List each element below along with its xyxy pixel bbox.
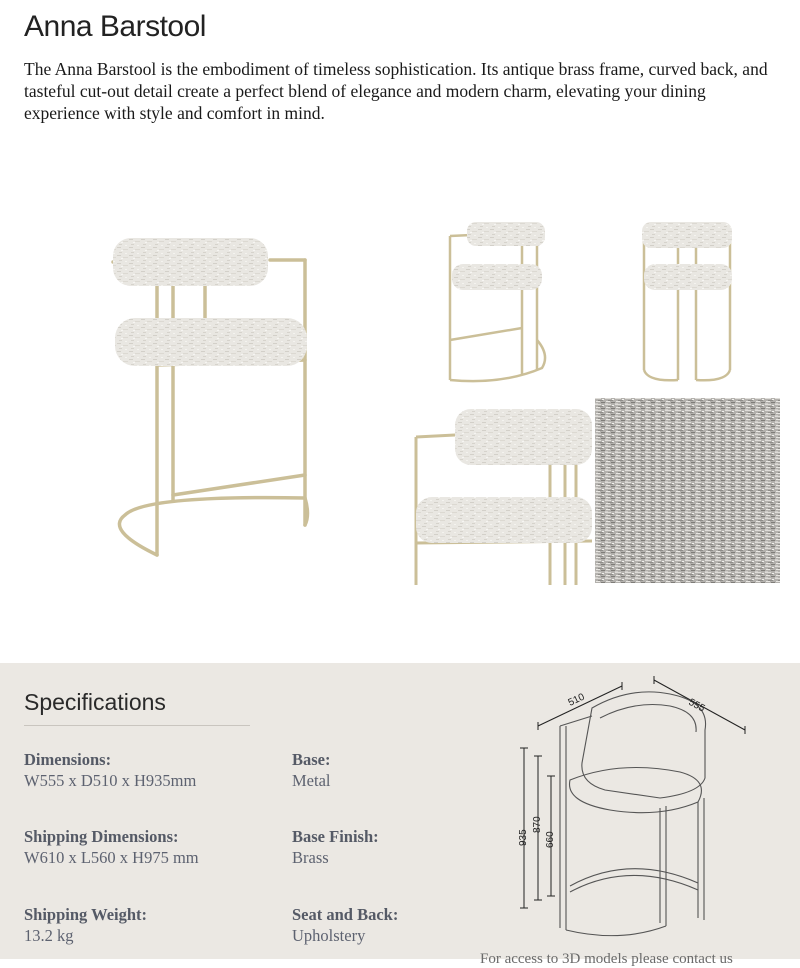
spec-value: W555 x D510 x H935mm [24, 771, 197, 790]
dimension-diagram [510, 668, 760, 948]
barstool-side-image [442, 220, 552, 385]
spec-shipping-weight [24, 905, 147, 947]
barstool-back-image [638, 220, 738, 385]
fabric-swatch-image [595, 398, 780, 583]
spec-label: Base Finish: [292, 827, 379, 846]
spec-value: 13.2 kg [24, 926, 74, 945]
spec-value: Upholstery [292, 926, 366, 945]
spec-label: Base: [292, 750, 331, 769]
spec-label: Dimensions: [24, 750, 112, 769]
barstool-detail-image [410, 405, 592, 585]
diagram-width-label: 510 [566, 691, 587, 709]
spec-value: Brass [292, 848, 329, 867]
spec-label: Shipping Weight: [24, 905, 148, 924]
spec-dimensions [24, 750, 196, 792]
product-description: The Anna Barstool is the embodiment of timeless sophistication. Its antique brass frame, curved back, and tasteful cut-out detail create a perfect blend of elegance and modern charm, elevating your dining experience with style and comfort in mind. [24, 59, 768, 123]
diagram-depth-label: 555 [686, 696, 707, 715]
spec-shipping-dimensions [24, 827, 199, 869]
spec-label: Seat and Back: [292, 905, 399, 924]
product-title: Anna Barstool [24, 10, 206, 43]
spec-seat-and-back [292, 905, 398, 947]
diagram-arm-height-label: 870 [532, 816, 543, 833]
spec-label: Shipping Dimensions: [24, 827, 179, 846]
spec-base-finish [292, 827, 379, 869]
specifications-divider [24, 725, 250, 726]
spec-value: W610 x L560 x H975 mm [24, 848, 199, 867]
specifications-heading: Specifications [24, 689, 166, 715]
diagram-seat-height-label: 660 [545, 831, 556, 848]
barstool-main-image [105, 230, 320, 560]
spec-base [292, 750, 331, 792]
contact-note: For access to 3D models please contact us [480, 951, 733, 967]
spec-value: Metal [292, 771, 331, 790]
diagram-total-height-label: 935 [518, 829, 529, 846]
